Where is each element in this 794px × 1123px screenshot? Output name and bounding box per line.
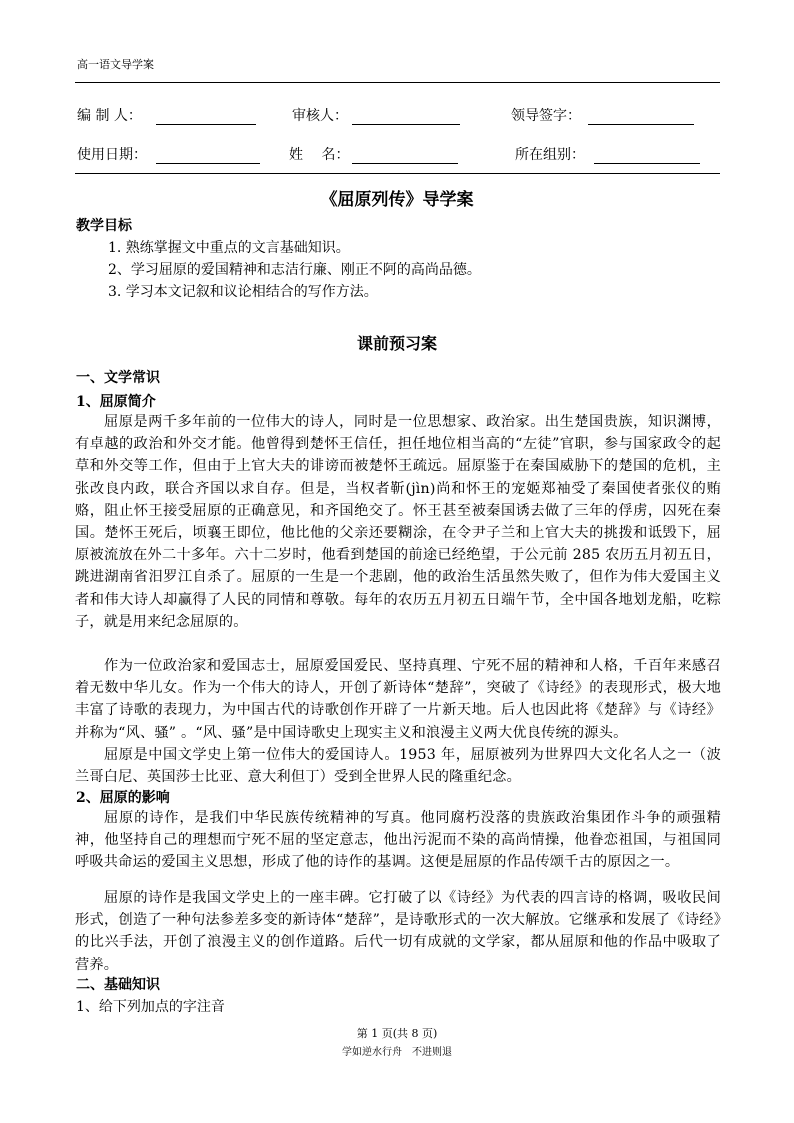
leader-label: 领导签字： [511, 108, 581, 124]
objectives-heading: 教学目标 [76, 218, 132, 234]
name-label: 姓 名： [289, 147, 350, 163]
objective-item: 1. 熟练掌握文中重点的文言基础知识。 [108, 240, 350, 256]
leader-field[interactable] [588, 124, 694, 125]
paragraph: 屈原的诗作，是我们中华民族传统精神的写真。他同腐朽没落的贵族政治集团作斗争的顽强精神，他坚持自己的理想而宁死不屈的坚定意志，他出污泥而不染的高尚情操，他眷恋祖国，与祖国同呼吸共命运的爱国主义思想，形成了他的诗作的基调。这便是屈原的作品传颂千古的原因之一。 [75, 810, 721, 871]
paragraph: 屈原是两千多年前的一位伟大的诗人，同时是一位思想家、政治家。出生楚国贵族，知识渊博，有卓越的政治和外交才能。他曾得到楚怀王信任，担任地位相当高的“左徒”官职，参与国家政令的起草和外交等工作，但由于上官大夫的诽谤而被楚怀王疏远。屈原鉴于在秦国威胁下的楚国的危机，主张改良内政，联合齐国以求自存。但是，当权者靳(jìn)尚和怀王的宠姬郑袖受了秦国使者张仪的贿赂，阻止怀王接受屈原的正确意见，和齐国绝交了。怀王甚至被秦国诱去做了三年的俘虏，囚死在秦国。楚怀王死后，顷襄王即位，他比他的父亲还要糊涂，在令尹子兰和上官大夫的挑拨和诋毁下，屈原被流放在外二十多年。六十二岁时，他看到楚国的前途已经绝望，于公元前 285 农历五月初五日，跳进湖南省汨罗江自杀了。屈原的一生是一个悲剧，他的政治生活虽然失败了，但作为伟大爱国主义者和伟大诗人却赢得了人民的同情和尊敬。每年的农历五月初五日端午节，全中国各地划龙船，吃粽子，就是用来纪念屈原的。 [75, 414, 721, 630]
reviewer-field[interactable] [352, 124, 460, 125]
date-label: 使用日期： [77, 147, 147, 163]
paragraph: 屈原是中国文学史上第一位伟大的爱国诗人。1953 年，屈原被列为世界四大文化名人之一（波兰哥白尼、英国莎士比亚、意大利但丁）受到全世界人民的隆重纪念。 [75, 747, 721, 786]
editor-field[interactable] [156, 124, 256, 125]
header-note: 高一语文导学案 [77, 58, 154, 71]
header-rule [75, 82, 720, 83]
exercise-item: 1、给下列加点的字注音 [76, 999, 225, 1015]
name-field[interactable] [352, 163, 458, 164]
section-heading: 二、基础知识 [76, 977, 160, 993]
group-field[interactable] [594, 163, 700, 164]
subsection-heading: 2、屈原的影响 [76, 790, 170, 806]
paragraph: 作为一位政治家和爱国志士，屈原爱国爱民、坚持真理、宁死不屈的精神和人格，千百年来感召着无数中华儿女。作为一个伟大的诗人，开创了新诗体“楚辞”，突破了《诗经》的表现形式，极大地丰富了诗歌的表现力，为中国古代的诗歌创作开辟了一片新天地。后人也因此将《楚辞》与《诗经》并称为“风、骚” 。“风、骚”是中国诗歌史上现实主义和浪漫主义两大优良传统的源头。 [75, 658, 721, 741]
document-title: 《屈原列传》导学案 [320, 190, 474, 210]
editor-label: 编 制 人： [77, 108, 142, 124]
section-heading: 一、文学常识 [76, 370, 160, 386]
reviewer-label: 审核人： [292, 108, 348, 124]
form-rule [75, 173, 720, 174]
footer-motto: 学如逆水行舟 不进则退 [342, 1047, 452, 1058]
page-number: 第 1 页(共 8 页) [356, 1027, 438, 1040]
objective-item: 2、学习屈原的爱国精神和志洁行廉、刚正不阿的高尚品德。 [108, 262, 481, 278]
subsection-heading: 1、屈原简介 [76, 394, 156, 410]
preview-title: 课前预习案 [356, 334, 437, 353]
objective-item: 3. 学习本文记叙和议论相结合的写作方法。 [108, 284, 378, 300]
paragraph: 屈原的诗作是我国文学史上的一座丰碑。它打破了以《诗经》为代表的四言诗的格调，吸收民间形式，创造了一种句法参差多变的新诗体“楚辞”，是诗歌形式的一次大解放。它继承和发展了《诗经》的比兴手法，开创了浪漫主义的创作道路。后代一切有成就的文学家，都从屈原和他的作品中吸取了营养。 [75, 890, 721, 973]
group-label: 所在组别： [515, 147, 585, 163]
date-field[interactable] [156, 163, 260, 164]
